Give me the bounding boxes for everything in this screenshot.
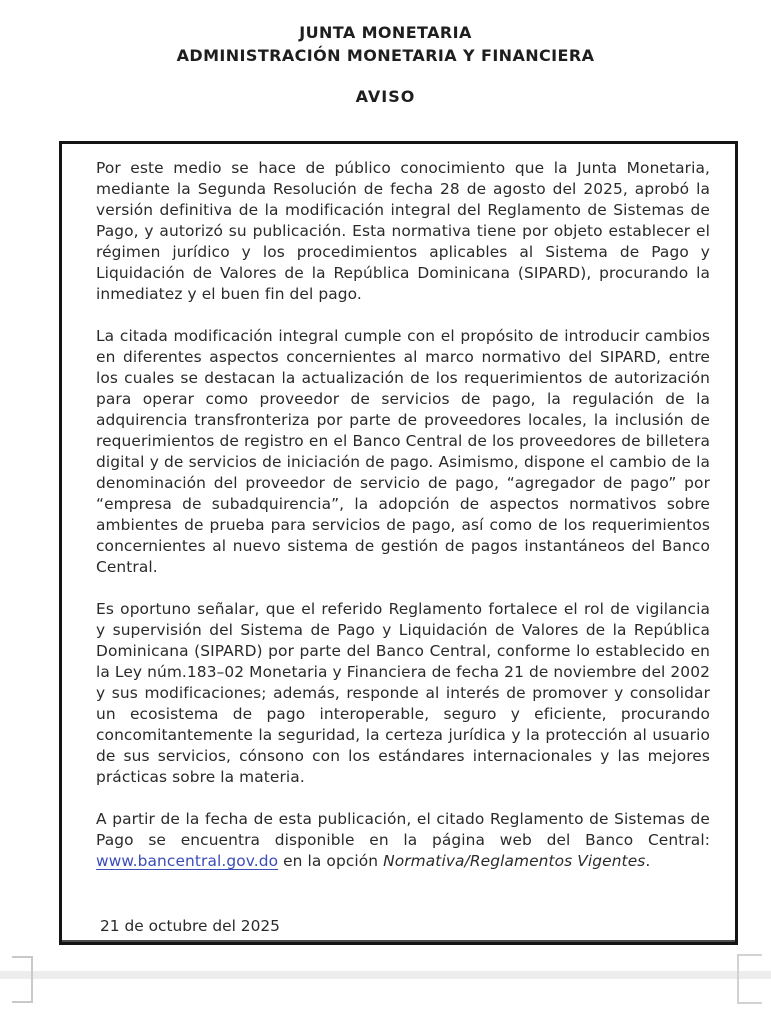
org-title-line1: JUNTA MONETARIA (299, 23, 472, 42)
closing-period: . (645, 852, 651, 870)
closing-italic-menu-path: Normativa/Reglamentos Vigentes (383, 852, 646, 870)
scan-artifact-left-bracket (12, 956, 33, 1003)
closing-text-after-link: en la opción (278, 852, 384, 870)
notice-paragraph-3: Es oportuno señalar, que el referido Reglamento fortalece el rol de vigilancia y supervisión del Sistema de Pago y Liquidación de Valores de la República Dominicana (SIPARD) por parte del Banco Central, conforme lo establecido en la Ley núm.183–02 Monetaria y Financiera de fecha 21 de noviembre del 2002 y sus modificaciones; además, responde al interés de promover y consolidar un ecosistema de pago interoperable, seguro y eficiente, procurando concomitantemente la seguridad, la certeza jurídica y la protección al usuario de sus servicios, cónsono con los estándares internacionales y las mejores prácticas sobre la materia. (96, 600, 710, 786)
notice-paragraph-1: Por este medio se hace de público conocimiento que la Junta Monetaria, mediante la Segunda Resolución de fecha 28 de agosto del 2025, aprobó la versión definitiva de la modificación integral del Reglamento de Sistemas de Pago, y autorizó su publicación. Esta normativa tiene por objeto establecer el régimen jurídico y los procedimientos aplicables al Sistema de Pago y Liquidación de Valores de la República Dominicana (SIPARD), procurando la inmediatez y el buen fin del pago. (96, 159, 710, 303)
publication-date: 21 de octubre del 2025 (62, 916, 735, 942)
closing-text-before-link: A partir de la fecha de esta publicación, el citado Reglamento de Sistemas de Pago se encuentra disponible en la página web del Banco Central: (96, 810, 710, 849)
document-header (0, 21, 771, 106)
org-title-line2: ADMINISTRACIÓN MONETARIA Y FINANCIERA (176, 46, 595, 65)
scan-artifact-band (0, 971, 771, 979)
notice-title: AVISO (355, 87, 416, 106)
notice-frame (59, 141, 738, 945)
notice-paragraph-2: La citada modificación integral cumple con el propósito de introducir cambios en diferentes aspectos concernientes al marco normativo del SIPARD, entre los cuales se destacan la actualización de los requerimientos de autorización para operar como proveedor de servicios de pago, la regulación de la adquirencia transfronteriza por parte de proveedores locales, la inclusión de requerimientos de registro en el Banco Central de los proveedores de billetera digital y de servicios de iniciación de pago. Asimismo, dispone el cambio de la denominación del proveedor de servicio de pago, “agregador de pago” por “empresa de subadquirencia”, la adopción de aspectos normativos sobre ambientes de prueba para servicios de pago, así como de los requerimientos concernientes al nuevo sistema de gestión de pagos instantáneos del Banco Central. (96, 327, 710, 576)
bancentral-website-link[interactable]: www.bancentral.gov.do (96, 852, 279, 870)
notice-paragraph-4 (96, 809, 710, 872)
scan-artifact-right-bracket (737, 954, 762, 1004)
